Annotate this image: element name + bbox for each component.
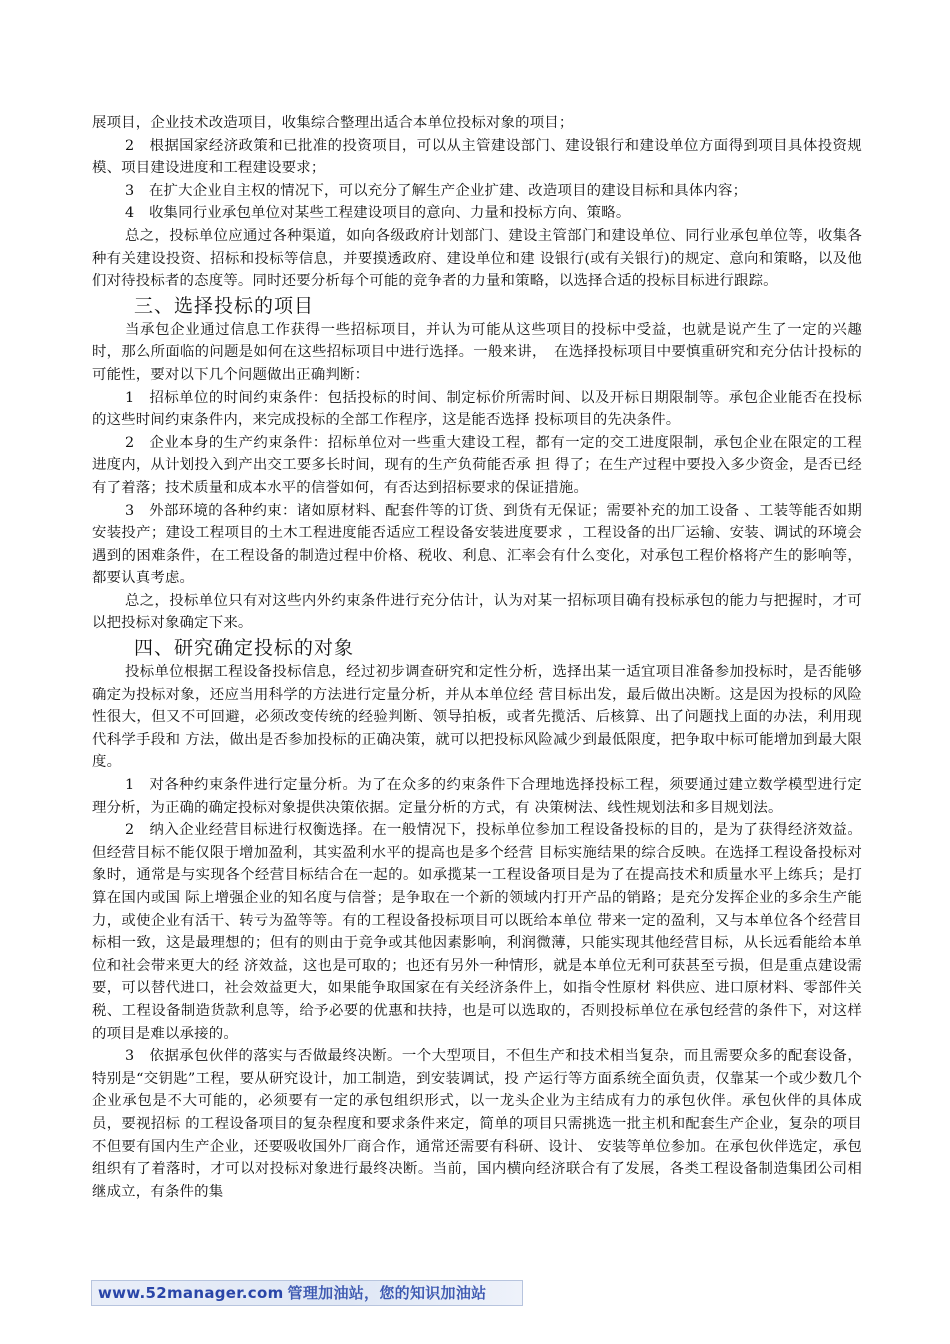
paragraph: 2 根据国家经济政策和已批准的投资项目，可以从主管建设部门、建设银行和建设单位方面得到项目具体投资规模、项目建设进度和工程建设要求； <box>92 137 862 177</box>
section-heading-3: 三、选择投标的项目 <box>134 294 315 317</box>
paragraph: 投标单位根据工程设备投标信息，经过初步调查研究和定性分析，选择出某一适宜项目准备参加投标时，是否能够确定为投标对象，还应当用科学的方法进行定量分析，并从本单位经 营目标出发，最后做出决断。这是因为投标的风险性很大，但又不可回避，必须改变传统的经验判断、领导拍板，或者先揽活、后核算、出了问题找上面的办法，利用现代科学手段和 方法，做出是否参加投标的正确决策，就可以把投标风险减少到最低限度，把争取中标可能增加到最大限度。 <box>92 664 862 771</box>
paragraph: 3 在扩大企业自主权的情况下，可以充分了解生产企业扩建、改造项目的建设目标和具体内容； <box>125 182 748 199</box>
paragraph: 当承包企业通过信息工作获得一些招标项目，并认为可能从这些项目的投标中受益，也就是说产生了一定的兴趣时，那么所面临的问题是如何在这些招标项目中进行选择。一般来讲， 在选择投标项目中要慎重研究和充分估计投标的可能性，要对以下几个问题做出正确判断： <box>92 321 862 383</box>
paragraph: 总之，投标单位只有对这些内外约束条件进行充分估计，认为对某一招标项目确有投标承包的能力与把握时，才可以把投标对象确定下来。 <box>92 592 862 632</box>
paragraph: 1 对各种约束条件进行定量分析。为了在众多的约束条件下合理地选择投标工程，须要通过建立数学模型进行定理分析，为正确的确定投标对象提供决策依据。定量分析的方式，有 决策树法、线性规划法和多目规划法。 <box>92 777 862 816</box>
paragraph: 1 招标单位的时间约束条件：包括投标的时间、制定标价所需时间、以及开标日期限制等。承包企业能否在投标的这些时间约束条件内，来完成投标的全部工作程序，这是能否选择 投标项目的先决条件。 <box>92 389 862 429</box>
paragraph: 2 企业本身的生产约束条件：招标单位对一些重大建设工程，都有一定的交工进度限制，承包企业在限定的工程进度内，从计划投入到产出交工要多长时间，现有的生产负荷能否承 担 得了；在生产过程中要投入多少资金，是否已经有了着落；技术质量和成本水平的信誉如何，有否达到招标要求的保证措施。 <box>92 434 862 496</box>
footer-banner[interactable] <box>91 1280 523 1306</box>
document-body <box>92 112 862 1203</box>
paragraph: 2 纳入企业经营目标进行权衡选择。在一般情况下，投标单位参加工程设备投标的目的，是为了获得经济效益。但经营目标不能仅限于增加盈利，其实盈利水平的提高也是多个经营 目标实施结果的综合反映。在选择工程设备投标对象时，通常是与实现各个经营目标结合在一起的。如承揽某一工程设备项目是为了在提高技术和质量水平上练兵；是打算在国内或国 际上增强企业的知名度与信誉；是争取在一个新的领域内打开产品的销路；是充分发挥企业的多余生产能力，或使企业有活干、转亏为盈等等。有的工程设备投标项目可以既给本单位 带来一定的盈利，又与本单位各个经营目标相一致，这是最理想的；但有的则由于竞争或其他因素影响，利润微薄，只能实现其他经营目标，从长远看能给本单位和社会带来更大的经 济效益，这也是可取的；也还有另外一种情形，就是本单位无利可获甚至亏损，但是重点建设需要，可以替代进口，社会效益更大，如果能争取国家在有关经济条件上，如指令性原材 料供应、进口原材料、零部件关税、工程设备制造货款利息等，给予必要的优惠和扶持，也是可以选取的，否则投标单位在承包经营的条件下，对这样的项目是难以承接的。 <box>92 822 862 1042</box>
paragraph: 总之，投标单位应通过各种渠道，如向各级政府计划部门、建设主管部门和建设单位、同行业承包单位等，收集各种有关建设投资、招标和投标等信息，并要摸透政府、建设单位和建 设银行(或有关银行)的规定、意向和策略，以及他们对待投标者的态度等。同时还要分析每个可能的竞争者的力量和策略，以选择合适的投标目标进行跟踪。 <box>92 227 862 290</box>
section-heading-4: 四、研究确定投标的对象 <box>134 637 355 660</box>
footer-url[interactable]: www.52manager.com <box>98 1284 284 1302</box>
paragraph: 3 依据承包伙伴的落实与否做最终决断。一个大型项目，不但生产和技术相当复杂，而且需要众多的配套设备，特别是“交钥匙”工程，要从研究设计，加工制造，到安装调试，投 产运行等方面系统全面负责，仅靠某一个或少数几个企业承包是不大可能的，必须要有一定的承包组织形式，以一龙头企业为主结成有力的承包伙伴。承包伙伴的具体成员，要视招标 的工程设备项目的复杂程度和要求条件来定，简单的项目只需挑选一批主机和配套生产企业，复杂的项目不但要有国内生产企业，还要吸收国外厂商合作，通常还需要有科研、设计、 安装等单位参加。在承包伙伴选定，承包组织有了着落时，才可以对投标对象进行最终决断。当前，国内横向经济联合有了发展，各类工程设备制造集团公司相继成立，有条件的集 <box>92 1048 862 1200</box>
paragraph: 3 外部环境的各种约束：诸如原材料、配套件等的订货、到货有无保证；需要补充的加工设备 、工装等能否如期安装投产；建设工程项目的土木工程进度能否适应工程设备安装进度要求 ，工程设备的出厂运输、安装、调试的环境会遇到的困难条件，在工程设备的制造过程中价格、税收、利息、汇率会有什么变化，对承包工程价格将产生的影响等，都要认真考虑。 <box>92 502 862 587</box>
paragraph: 展项目，企业技术改造项目，收集综合整理出适合本单位投标对象的项目； <box>92 115 574 131</box>
footer-slogan: 管理加油站，您的知识加油站 <box>287 1284 487 1302</box>
paragraph: 4 收集同行业承包单位对某些工程建设项目的意向、力量和投标方向、策略。 <box>125 205 631 222</box>
